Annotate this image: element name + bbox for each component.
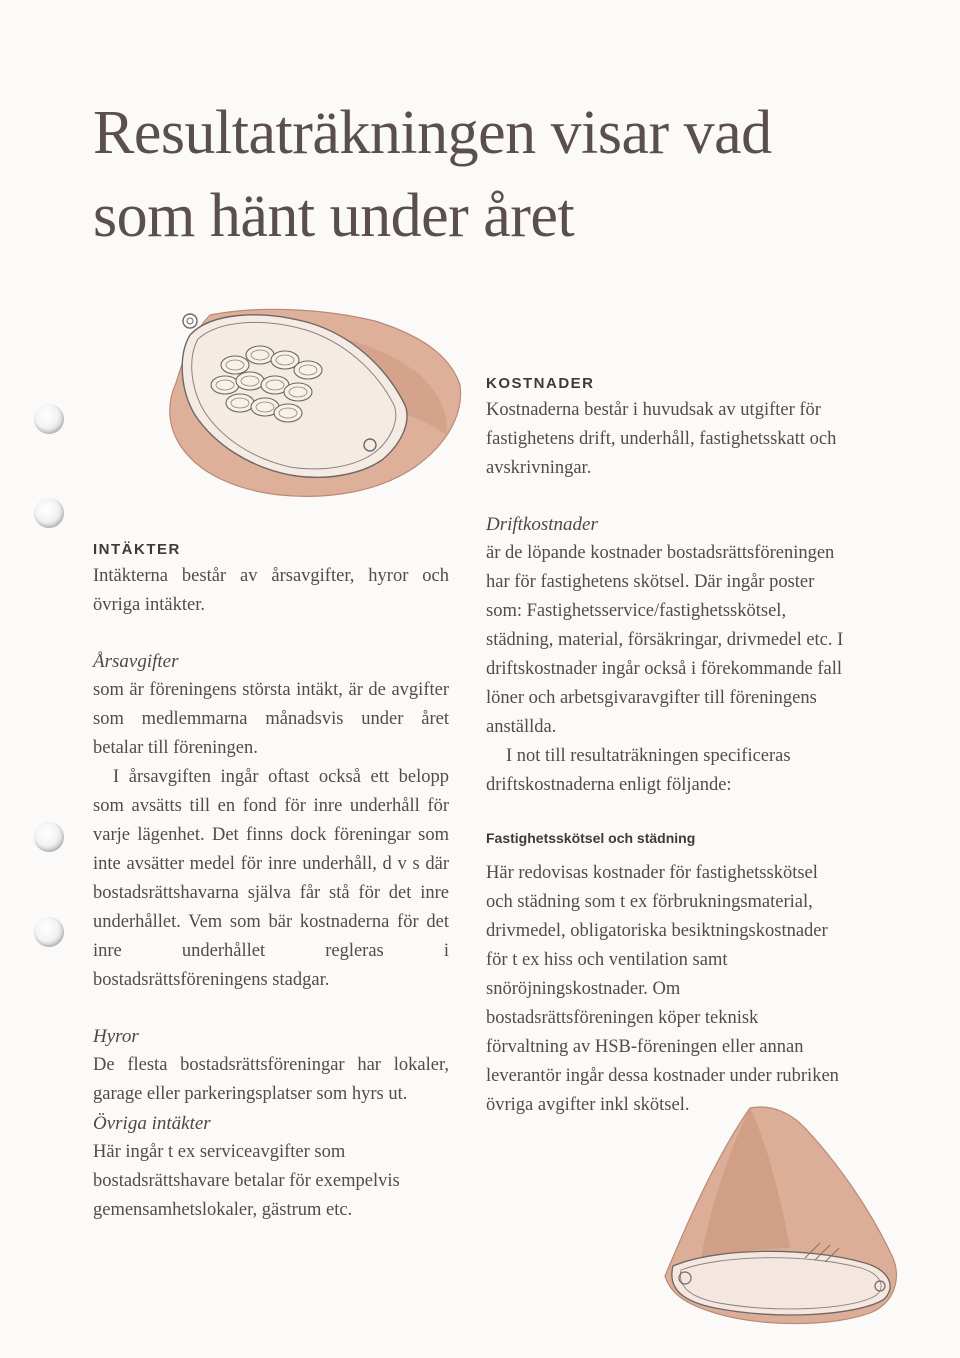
other-income-paragraph: Här ingår t ex serviceavgifter som bostadsrättshavare betalar för exempelvis gemensamhetslokaler, gästrum etc. (93, 1142, 400, 1220)
costs-heading: KOSTNADER (486, 375, 595, 392)
income-section (93, 538, 449, 1109)
coin-purse-illustration (150, 295, 465, 505)
maintenance-paragraph: Här redovisas kostnader för fastighetsskötsel och städning som t ex förbrukningsmaterial, drivmedel, obligatoriska besiktningskostnader för t ex hiss och ventilation samt snöröjningskostnader. Om bostadsrättsföreningen köper teknisk förvaltning av HSB-föreningen eller annan leverantör ingår dessa kostnader under rubriken övriga avgifter inkl skötsel. (486, 863, 839, 1115)
other-income-heading: Övriga intäkter (93, 1113, 211, 1134)
operating-costs-paragraph-2: I not till resultaträkningen specificeras driftskostnaderna enligt följande: (486, 746, 791, 795)
binder-hole (34, 498, 64, 528)
empty-purse-illustration (655, 1098, 915, 1338)
income-heading: INTÄKTER (93, 541, 181, 558)
maintenance-heading: Fastighetsskötsel och städning (486, 830, 696, 846)
rents-paragraph: De flesta bostadsrättsföreningar har lokaler, garage eller parkeringsplatser som hyrs ut. (93, 1055, 449, 1104)
binder-hole (34, 404, 64, 434)
binder-hole (34, 917, 64, 947)
binder-hole (34, 822, 64, 852)
page-title (93, 92, 873, 258)
operating-costs-paragraph-1: är de löpande kostnader bostadsrättsföreningen har för fastighetens skötsel. Där ingår poster som: Fastighetsservice/fastighetsskötsel, städning, material, försäkringar, drivmedel etc. I driftskostnader ingår också i förekommande fall löner och arbetsgivaravgifter till föreningens anställda. (486, 543, 844, 737)
operating-costs-heading: Driftkostnader (486, 514, 598, 535)
page-title-line-2: som hänt under året (93, 182, 575, 250)
annual-fees-paragraph-2: I årsavgiften ingår oftast också ett belopp som avsätts till en fond för inre underhåll för varje lägenhet. Det finns dock föreningar som inte avsätter medel för inre underhåll, d v s där bostadsrättshavarna själva får stå för det inre underhållet. Vem som bär kostnaderna för det inre underhållet regleras i bostadsrättsföreningens stadgar. (93, 767, 449, 990)
costs-intro: Kostnaderna består i huvudsak av utgifter för fastighetens drift, underhåll, fastighetsskatt och avskrivningar. (486, 400, 837, 478)
page-title-line-1: Resultaträkningen visar vad (93, 99, 772, 167)
income-intro: Intäkterna består av årsavgifter, hyror och övriga intäkter. (93, 566, 449, 615)
annual-fees-paragraph-1: som är föreningens största intäkt, är de avgifter som medlemmarna månadsvis under året betalar till föreningen. (93, 680, 449, 758)
rents-heading: Hyror (93, 1026, 139, 1047)
costs-section (486, 372, 844, 1120)
other-income-section (93, 1109, 453, 1225)
annual-fees-heading: Årsavgifter (93, 651, 179, 672)
